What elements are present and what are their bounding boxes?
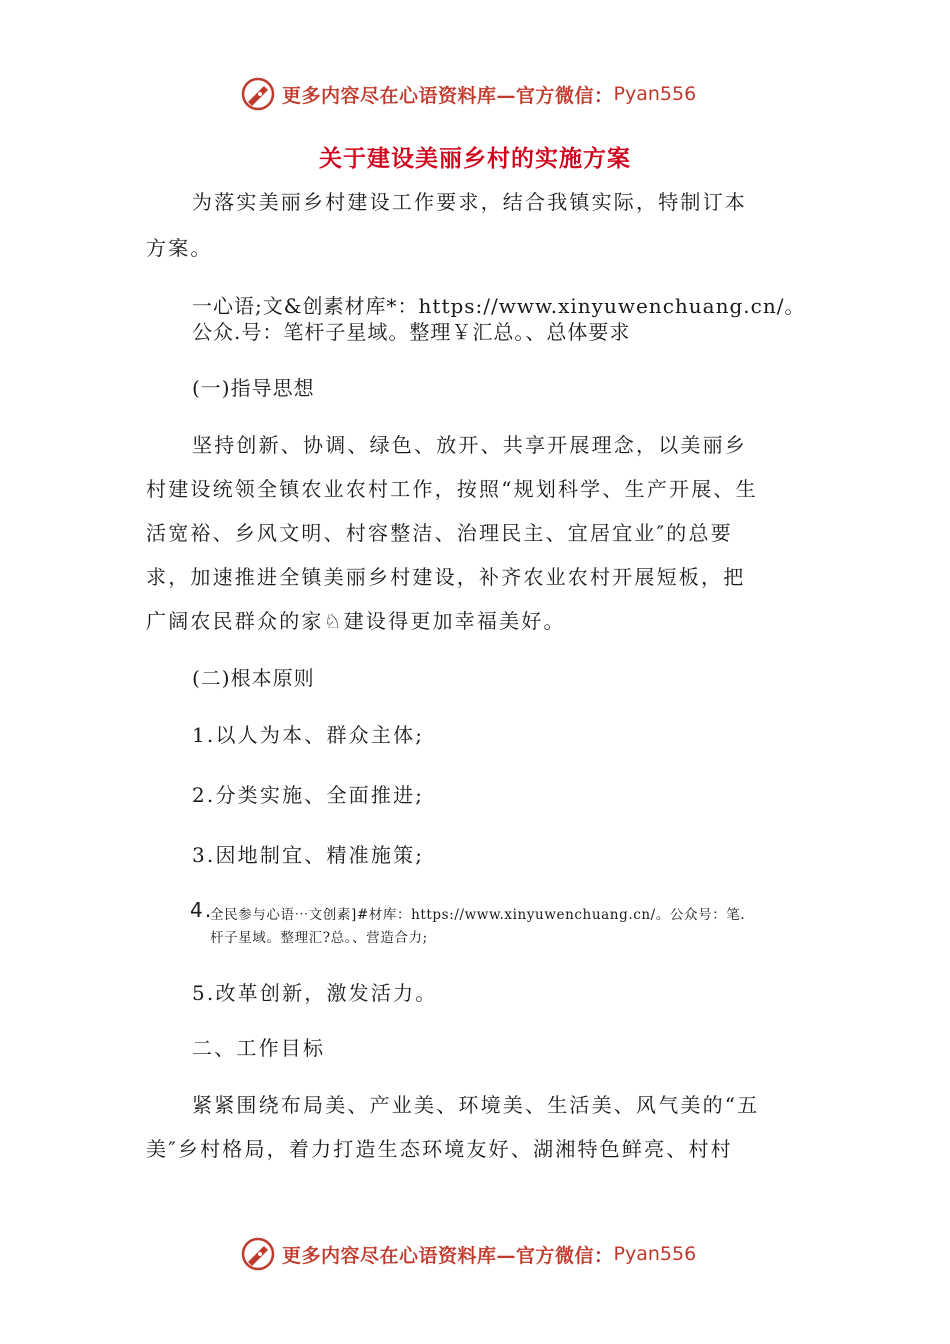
pen-nib-logo-icon xyxy=(240,76,276,112)
para1-line-2: 村建设统领全镇农业农村工作，按照“规划科学、生产开展、生 xyxy=(146,477,758,501)
para1-line-1: 坚持创新、协调、绿色、放开、共享开展理念，以美丽乡 xyxy=(192,433,747,457)
intro-line-2: 方案。 xyxy=(146,236,213,260)
header-banner xyxy=(0,68,950,118)
principle-item-4-number: 4. xyxy=(190,898,214,922)
heading-guiding-ideology: (一)指导思想 xyxy=(192,376,315,400)
intro-line-1: 为落实美丽乡村建设工作要求，结合我镇实际，特制订本 xyxy=(192,190,747,214)
pen-nib-logo-icon xyxy=(240,1236,276,1272)
principle-item-5: 5.改革创新，激发活力。 xyxy=(192,981,438,1005)
principle-item-3: 3.因地制宜、精准施策; xyxy=(192,843,425,867)
footer-banner xyxy=(0,1228,950,1278)
heading-work-goals: 二、工作目标 xyxy=(192,1036,326,1060)
header-banner-text: 更多内容尽在心语资料库—官方微信： xyxy=(282,84,614,107)
para1-line-3: 活宽裕、乡风文明、村容整洁、治理民主、宜居宜业″的总要 xyxy=(146,521,733,545)
para1-line-5: 广阔农民群众的家♘建设得更加幸福美好。 xyxy=(146,609,566,633)
principle-item-4-line-2: 杆子星域。整理汇?总。、营造合力; xyxy=(210,930,428,946)
principle-item-4-line-1: 全民参与心语⋯文创素]#材库：https://www.xinyuwenchuang.cn/。公众号：笔. xyxy=(210,907,746,923)
document-title: 关于建设美丽乡村的实施方案 xyxy=(319,146,631,172)
header-banner-wechat-id: Pyan556 xyxy=(613,83,697,105)
principle-item-1: 1.以人为本、群众主体; xyxy=(192,723,425,747)
footer-banner-wechat-id: Pyan556 xyxy=(613,1243,697,1265)
ad-line-1: 一心语;文&创素材库*：https://www.xinyuwenchuang.cn/。 xyxy=(192,294,806,318)
footer-banner-inner xyxy=(240,1234,696,1274)
para2-line-2: 美″乡村格局，着力打造生态环境友好、湖湘特色鲜亮、村村 xyxy=(146,1137,733,1161)
header-banner-inner xyxy=(240,74,696,114)
ad-line-2: 公众.号：笔杆子星域。整理￥汇总。、总体要求 xyxy=(192,320,631,344)
heading-basic-principles: (二)根本原则 xyxy=(192,666,315,690)
principle-item-2: 2.分类实施、全面推进; xyxy=(192,783,425,807)
para1-line-4: 求，加速推进全镇美丽乡村建设，补齐农业农村开展短板，把 xyxy=(146,565,746,589)
para2-line-1: 紧紧围绕布局美、产业美、环境美、生活美、风气美的“五 xyxy=(192,1093,760,1117)
footer-banner-text: 更多内容尽在心语资料库—官方微信： xyxy=(282,1244,614,1267)
